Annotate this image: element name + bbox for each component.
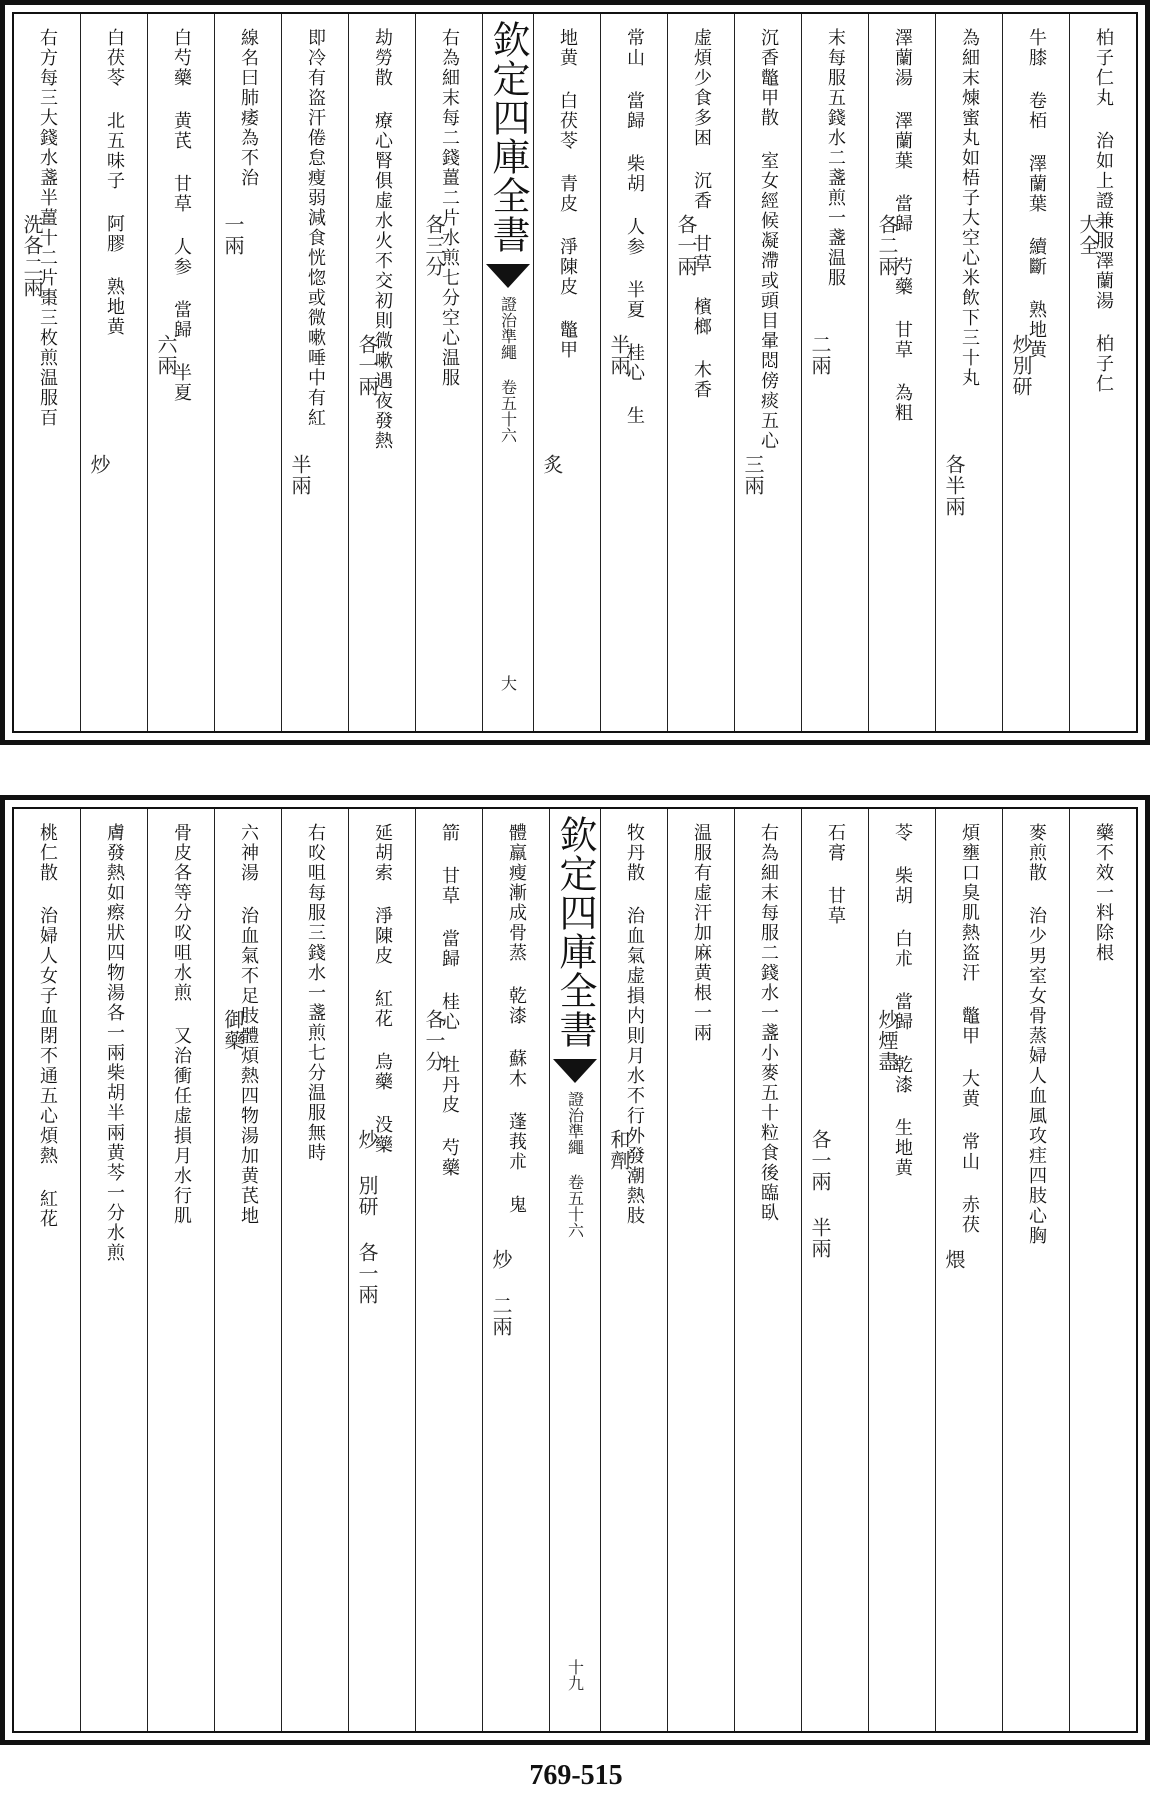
text-column [415, 809, 482, 1731]
text-column [147, 809, 214, 1731]
interlinear-note: 六兩 [154, 334, 178, 376]
text-column [147, 14, 214, 731]
volume-ref: 證治準繩 卷五十六 [565, 1091, 585, 1238]
column-text: 煩壅口臭肌熱盗汗 鼈甲 大黄 常山 赤茯 [959, 823, 980, 1235]
folio-number: 大 [498, 675, 518, 691]
interlinear-note: 半兩 [607, 334, 631, 376]
interlinear-note: 炒 別研 各一兩 [355, 1129, 379, 1305]
column-text: 石膏 甘草 [825, 823, 846, 926]
interlinear-note: 炒別研 [1009, 334, 1033, 397]
column-text: 地黄 白茯苓 青皮 淨陳皮 鼈甲 [557, 28, 578, 360]
text-column [734, 809, 801, 1731]
text-column [214, 809, 281, 1731]
text-column [415, 14, 482, 731]
column-text: 澤蘭湯 澤蘭葉 當歸 芍藥 甘草 為粗 [892, 28, 913, 423]
header-title: 欽定四庫全書 [486, 20, 530, 254]
text-column [1069, 809, 1136, 1731]
text-column [348, 14, 415, 731]
column-text: 右為細末每服二錢水一盞小麥五十粒食後臨臥 [758, 823, 779, 1223]
column-text: 即冷有盗汗倦怠瘦弱減食恍惚或微嗽唾中有紅 [305, 28, 326, 428]
column-text: 苓 柴胡 白朮 當歸 乾漆 生地黄 [892, 823, 913, 1178]
top-page-columns [12, 12, 1138, 733]
text-column [801, 809, 868, 1731]
column-text: 膚發熱如瘵狀四物湯各一兩柴胡半兩黄芩一分水煎 [104, 823, 125, 1263]
interlinear-note: 炙 [540, 454, 564, 475]
center-fold [482, 14, 533, 731]
interlinear-note: 炒 二兩 [489, 1249, 513, 1337]
folio-number: 十九 [565, 1659, 585, 1691]
column-text: 牛膝 卷栢 澤蘭葉 續斷 熟地黄 [1026, 28, 1047, 360]
column-text: 麥煎散 治少男室女骨蒸婦人血風攻疰四肢心胸 [1026, 823, 1047, 1246]
column-text: 白芍藥 黄芪 甘草 人参 當歸 半夏 [171, 28, 192, 403]
top-page [0, 0, 1150, 745]
interlinear-note: 一兩 [221, 214, 245, 256]
interlinear-note: 各一兩 [355, 334, 379, 397]
column-text: 劫勞散 療心腎俱虚水火不交初則微嗽遇夜發熱 [372, 28, 393, 451]
text-column [1002, 809, 1069, 1731]
column-text: 為細末煉蜜丸如梧子大空心米飲下三十丸 [959, 28, 980, 388]
text-column [80, 809, 147, 1731]
header-title: 欽定四庫全書 [553, 815, 597, 1049]
fishtail-mark-icon [553, 1059, 597, 1083]
column-text: 骨皮各等分㕮咀水煎 又治衝任虚損月水行肌 [171, 823, 192, 1226]
interlinear-note: 和劑 [607, 1129, 631, 1171]
column-text: 右㕮咀每服三錢水一盞煎七分温服無時 [305, 823, 326, 1163]
column-text: 柏子仁丸 治如上證兼服澤蘭湯 柏子仁 [1093, 28, 1114, 394]
column-text: 牧丹散 治血氣虚損内則月水不行外發潮熱肢 [624, 823, 645, 1226]
text-column [734, 14, 801, 731]
column-text: 體羸瘦漸成骨蒸 乾漆 蘇木 蓬莪朮 鬼 [506, 823, 527, 1215]
text-column [1002, 14, 1069, 731]
text-column [801, 14, 868, 731]
interlinear-note: 炒 [87, 454, 111, 475]
interlinear-note: 各一兩 半兩 [808, 1129, 832, 1259]
text-column [935, 809, 1002, 1731]
column-text: 常山 當歸 柴胡 人参 半夏 桂心 生 [624, 28, 645, 426]
text-column [348, 809, 415, 1731]
column-text: 線名曰肺痿為不治 [238, 28, 259, 188]
column-text: 白茯苓 北五味子 阿膠 熟地黄 [104, 28, 125, 337]
column-text: 虚煩少食多困 沉香 甘草 檳榔 木香 [691, 28, 712, 400]
interlinear-note: 煨 [942, 1249, 966, 1270]
text-column [868, 809, 935, 1731]
text-column [214, 14, 281, 731]
text-column [935, 14, 1002, 731]
interlinear-note: 各三分 [422, 214, 446, 277]
volume-ref: 證治準繩 卷五十六 [498, 296, 518, 443]
column-text: 六神湯 治血氣不足肢體煩熱四物湯加黄芪地 [238, 823, 259, 1226]
text-column [667, 14, 734, 731]
text-column [482, 809, 549, 1731]
column-text: 延胡索 淨陳皮 紅花 烏藥 没藥 [372, 823, 393, 1155]
column-text: 沉香鼈甲散 室女經候凝滯或頭目暈悶傍痰五心 [758, 28, 779, 451]
text-column [600, 14, 667, 731]
text-column [281, 809, 348, 1731]
page-number: 769-515 [529, 1760, 623, 1791]
text-column [600, 809, 667, 1731]
interlinear-note: 各一兩 [674, 214, 698, 277]
interlinear-note: 炒煙盡 [875, 1009, 899, 1072]
interlinear-note: 御藥 [221, 1009, 245, 1051]
column-text: 桃仁散 治婦人女子血閉不通五心煩熱 紅花 [37, 823, 58, 1229]
text-column [667, 809, 734, 1731]
text-column [1069, 14, 1136, 731]
column-text: 右方每三大錢水盞半薑十二片棗三枚煎温服百 [37, 28, 58, 428]
fishtail-mark-icon [486, 264, 530, 288]
column-text: 温服有虚汗加麻黄根一兩 [691, 823, 712, 1043]
column-text: 箭 甘草 當歸 桂心 牡丹皮 芍藥 [439, 823, 460, 1178]
bottom-page [0, 795, 1150, 1745]
interlinear-note: 半兩 [288, 454, 312, 496]
center-fold [549, 809, 600, 1731]
text-column [14, 809, 80, 1731]
text-column [533, 14, 600, 731]
interlinear-note: 洗各二兩 [20, 214, 44, 298]
text-column [868, 14, 935, 731]
text-column [80, 14, 147, 731]
column-text: 末每服五錢水二盞煎一盞温服 [825, 28, 846, 288]
bottom-page-columns [12, 807, 1138, 1733]
column-text: 藥不效一料除根 [1093, 823, 1114, 963]
interlinear-note: 二兩 [808, 334, 832, 376]
interlinear-note: 各一分 [422, 1009, 446, 1072]
interlinear-note: 三兩 [741, 454, 765, 496]
column-text: 右為細末每二錢薑二片水煎七分空心温服 [439, 28, 460, 388]
text-column [281, 14, 348, 731]
interlinear-note: 大全 [1076, 214, 1100, 256]
text-column [14, 14, 80, 731]
interlinear-note: 各二兩 [875, 214, 899, 277]
interlinear-note: 各半兩 [942, 454, 966, 517]
